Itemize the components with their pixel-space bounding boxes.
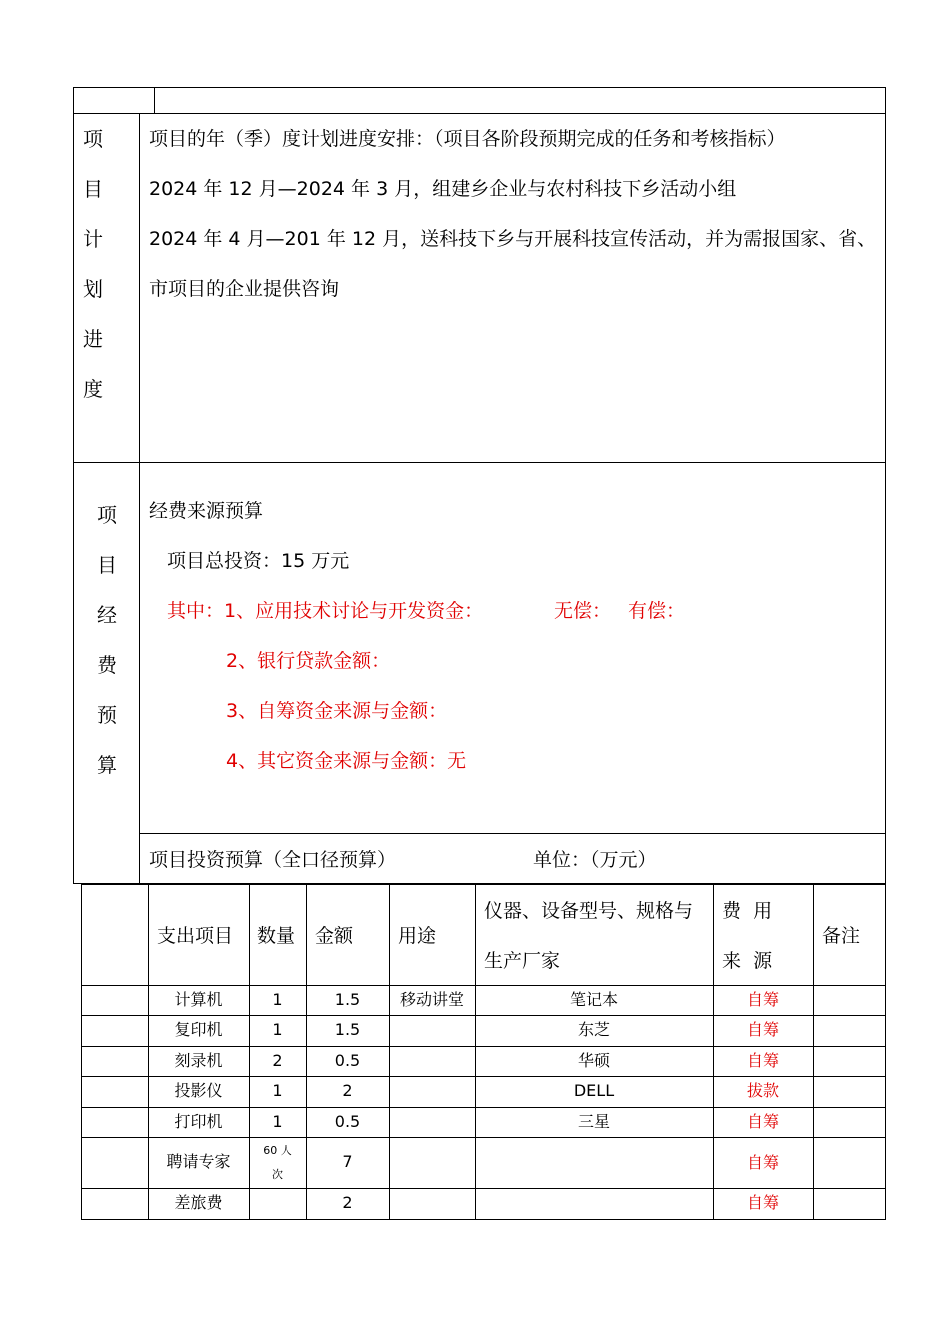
form-table [73, 87, 886, 884]
cell-qty: 1 [272, 1081, 283, 1100]
cell-model: 东芝 [577, 1020, 610, 1039]
header-amount: 金额 [315, 925, 354, 947]
header-item: 支出项目 [157, 925, 234, 947]
header-model: 仪器、设备型号、规格与 [484, 900, 694, 922]
budget-item-3: 3、自筹资金来源与金额： [226, 700, 448, 722]
cell-model: 笔记本 [569, 990, 618, 1009]
budget-total: 项目总投资：15 万元 [167, 550, 350, 572]
cell-item: 刻录机 [174, 1051, 223, 1070]
header-qty: 数量 [257, 925, 296, 947]
cell-qty: 2 [272, 1051, 283, 1070]
column-divider [139, 113, 140, 884]
side-char: 计 [83, 227, 103, 251]
budget-item-1: 其中：1、应用技术讨论与开发资金： [167, 600, 484, 622]
budget-item-1-paid: 有偿： [628, 600, 686, 622]
side-char: 划 [83, 277, 103, 301]
header-note: 备注 [822, 925, 861, 947]
header-source: 费 用 [722, 900, 773, 922]
cell-item: 复印机 [174, 1020, 223, 1039]
column-divider [813, 884, 814, 1220]
unit-label: 单位：（万元） [533, 849, 657, 871]
cell-source: 自筹 [746, 1193, 779, 1212]
row-divider [73, 113, 886, 114]
cell-qty: 次 [272, 1168, 283, 1181]
cell-source: 自筹 [746, 1153, 779, 1172]
cell-amount: 0.5 [334, 1051, 361, 1070]
side-char: 目 [97, 553, 117, 577]
cell-model: 华硕 [577, 1051, 610, 1070]
cell-amount: 1.5 [334, 1020, 361, 1039]
row-divider [139, 833, 886, 834]
budget-item-2: 2、银行贷款金额： [226, 650, 391, 672]
cell-qty: 1 [272, 1112, 283, 1131]
budget-item-1-free: 无偿： [554, 600, 612, 622]
side-char: 目 [83, 177, 103, 201]
cell-amount: 2 [342, 1081, 353, 1100]
budget-item-4: 4、其它资金来源与金额：无 [226, 750, 467, 772]
top-row-divider [154, 87, 155, 113]
side-char: 项 [97, 503, 117, 527]
cell-item: 计算机 [174, 990, 223, 1009]
cell-item: 投影仪 [174, 1081, 223, 1100]
cell-amount: 0.5 [334, 1112, 361, 1131]
cell-model: DELL [573, 1081, 615, 1100]
cell-model: 三星 [577, 1112, 610, 1131]
side-char: 项 [83, 127, 103, 151]
cell-usage: 移动讲堂 [399, 990, 464, 1009]
section-divider [73, 462, 886, 463]
header-model: 生产厂家 [484, 950, 561, 972]
plan-line: 市项目的企业提供咨询 [149, 278, 340, 300]
cell-source: 拔款 [746, 1081, 779, 1100]
plan-heading: 项目的年（季）度计划进度安排：（项目各阶段预期完成的任务和考核指标） [149, 128, 786, 150]
cell-item: 打印机 [174, 1112, 223, 1131]
cell-qty: 60 人 [263, 1144, 292, 1157]
cell-amount: 7 [342, 1152, 353, 1171]
side-char: 算 [97, 753, 117, 777]
cell-item: 聘请专家 [166, 1152, 231, 1171]
budget-heading: 经费来源预算 [149, 500, 264, 522]
plan-line: 2024 年 4 月—201 年 12 月，送科技下乡与开展科技宣传活动，并为需报国家、省、 [149, 228, 877, 250]
cell-amount: 2 [342, 1193, 353, 1212]
cell-source: 自筹 [746, 1051, 779, 1070]
cell-source: 自筹 [746, 1020, 779, 1039]
cell-item: 差旅费 [174, 1193, 223, 1212]
side-char: 度 [83, 377, 103, 401]
cell-source: 自筹 [746, 1112, 779, 1131]
side-char: 费 [97, 653, 117, 677]
cell-qty: 1 [272, 990, 283, 1009]
cell-qty: 1 [272, 1020, 283, 1039]
header-usage: 用途 [398, 925, 437, 947]
side-char: 经 [97, 603, 117, 627]
plan-line: 2024 年 12 月—2024 年 3 月，组建乡企业与农村科技下乡活动小组 [149, 178, 737, 200]
header-source: 来 源 [722, 950, 773, 972]
side-char: 进 [83, 327, 103, 351]
cell-source: 自筹 [746, 990, 779, 1009]
row-divider [81, 1137, 886, 1138]
column-divider [389, 884, 390, 1220]
cell-amount: 1.5 [334, 990, 361, 1009]
invest-title: 项目投资预算（全口径预算） [149, 849, 397, 871]
side-char: 预 [97, 703, 117, 727]
